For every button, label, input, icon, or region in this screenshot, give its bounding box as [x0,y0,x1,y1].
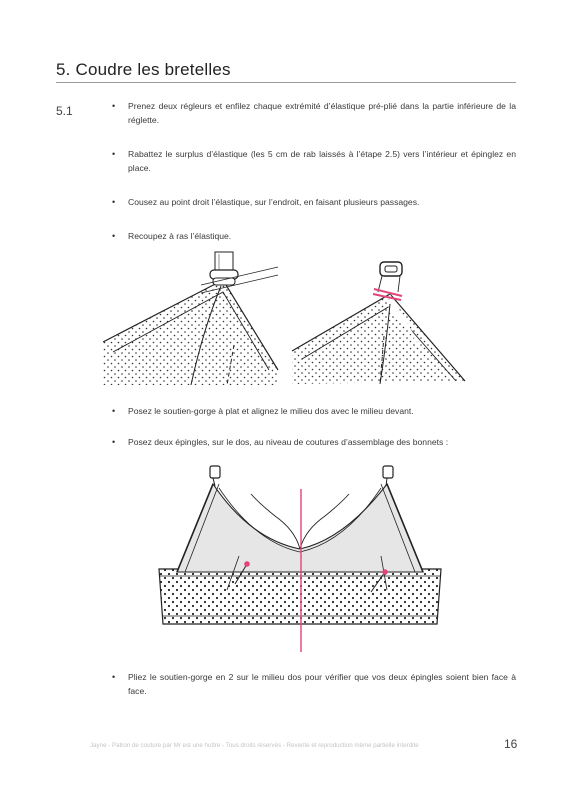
instruction-item: • Posez deux épingles, sur le dos, au niveau de coutures d’assemblage des bonnets : [112,435,516,449]
illustration-strap-regulator-right [290,256,470,386]
page-title: 5. Coudre les bretelles [56,60,231,79]
instruction-list-bottom [112,670,516,698]
instruction-item: • Posez le soutien-gorge à plat et alignez le milieu dos avec le milieu devant. [112,404,516,418]
step-number: 5.1 [56,104,73,118]
title-rule [56,82,516,83]
page-number: 16 [504,737,518,751]
illustration-strap-regulator-left [103,250,281,385]
instruction-item: • Rabattez le surplus d’élastique (les 5 cm de rab laissés à l’étape 2.5) vers l’intérieur et épinglez en place. [112,147,516,175]
instruction-item: • Cousez au point droit l’élastique, sur l’endroit, en faisant plusieurs passages. [112,195,516,209]
illustration-bra-pinned [155,464,445,654]
instruction-list-top [112,99,516,263]
footer-text: Jayne - Patron de couture par Mr est une huître - Tous droits réservés - Revente et reproduction même partielle interdite [90,742,419,749]
instruction-item: • Prenez deux régleurs et enfilez chaque extrémité d’élastique pré-plié dans la partie inférieure de la réglette. [112,99,516,127]
instruction-item: • Recoupez à ras l’élastique. [112,229,516,243]
instruction-list-middle [112,404,516,466]
instruction-item: • Pliez le soutien-gorge en 2 sur le milieu dos pour vérifier que vos deux épingles soient bien face à face. [112,670,516,698]
